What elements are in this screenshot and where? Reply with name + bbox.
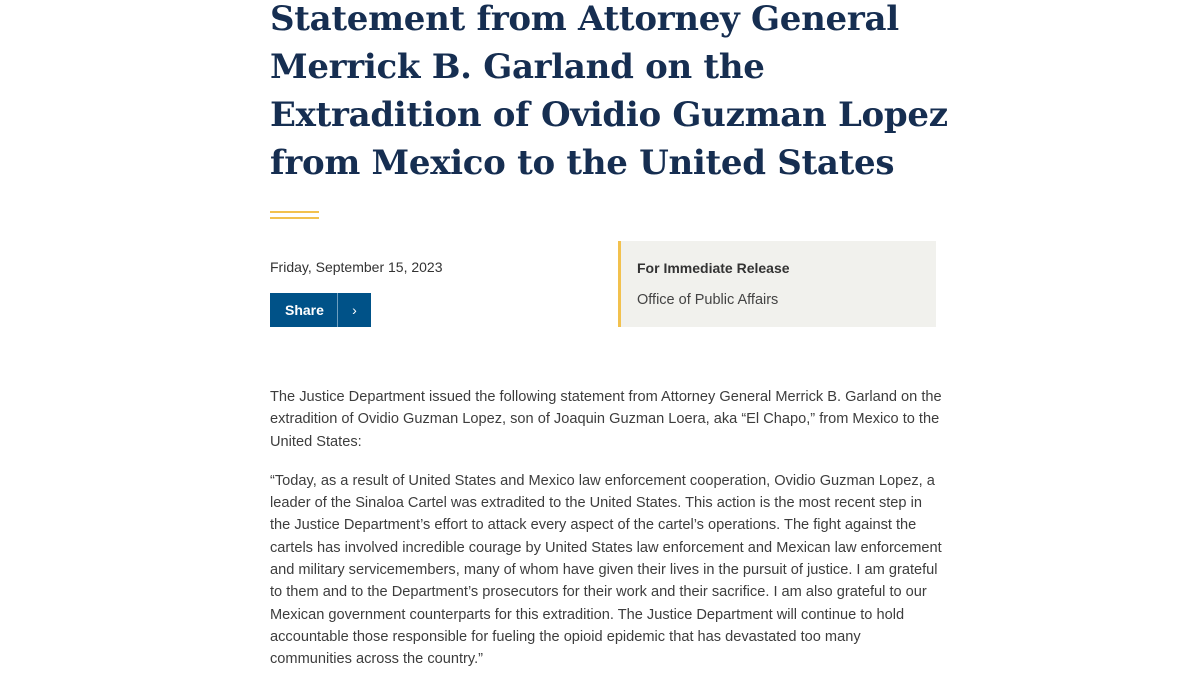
- article-body: [270, 386, 942, 688]
- release-heading: For Immediate Release: [637, 260, 790, 276]
- release-office: Office of Public Affairs: [637, 292, 779, 308]
- publish-date: Friday, September 15, 2023: [270, 259, 443, 275]
- page-title: Statement from Attorney General Merrick B. Garland on the Extradition of Ovidio Guzman Lopez from Mexico to the United States: [270, 0, 948, 183]
- paragraph: “Today, as a result of United States and Mexico law enforcement cooperation, Ovidio Guzman Lopez, a leader of the Sinaloa Cartel was extradited to the United States. This action is the most recent step in the Justice Department’s effort to attack every aspect of the cartel’s operations. The fight against the cartels has involved incredible courage by United States law enforcement and Mexican law enforcement and military servicemembers, many of whom have given their lives in the pursuit of justice. I am grateful to them and to the Department’s prosecutors for their work and their sacrifice. I am also grateful to our Mexican government counterparts for this extradition. The Justice Department will continue to hold accountable those responsible for fueling the opioid epidemic that has devastated too many communities across the country.”: [270, 472, 942, 668]
- paragraph: The Justice Department issued the following statement from Attorney General Merrick B. Garland on the extradition of Ovidio Guzman Lopez, son of Joaquin Guzman Loera, aka “El Chapo,” from Mexico to the United States:: [270, 389, 942, 450]
- release-info-box: [618, 241, 936, 327]
- share-label: Share: [285, 302, 324, 318]
- chevron-right-icon: ›: [352, 302, 357, 318]
- title-underline-decoration: [270, 211, 319, 223]
- share-button[interactable]: [270, 293, 371, 327]
